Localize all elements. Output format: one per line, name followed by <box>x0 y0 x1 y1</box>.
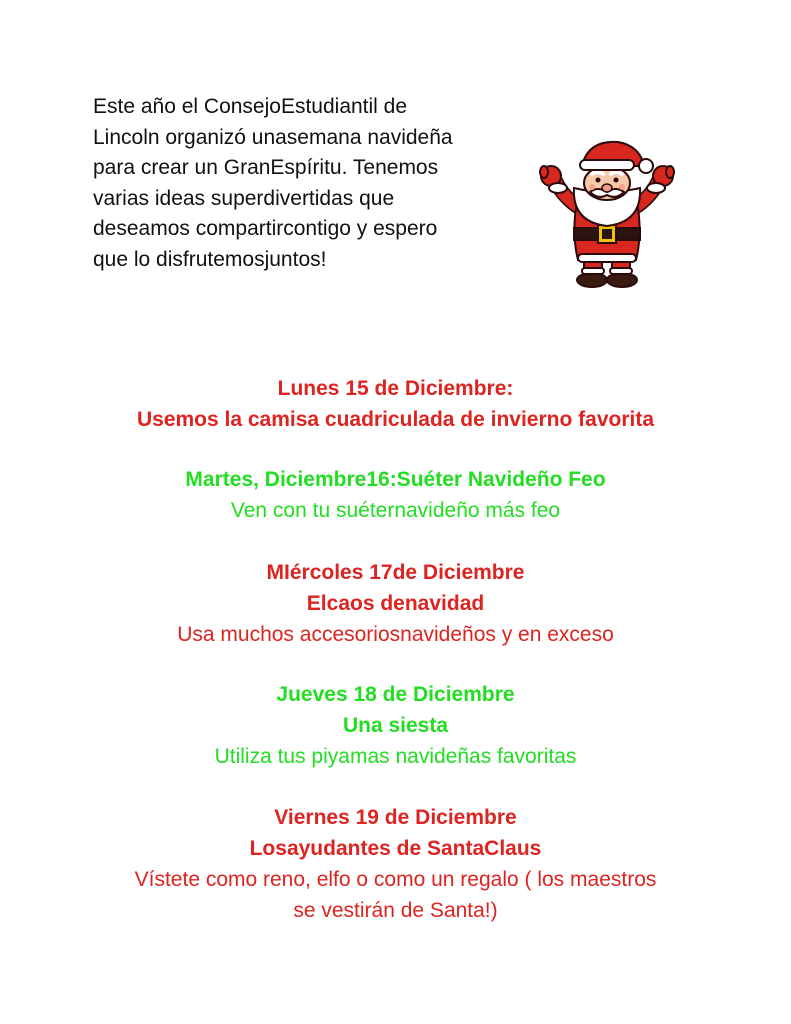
day-theme: Una siesta <box>342 714 449 737</box>
santa-claus-icon <box>536 136 678 290</box>
day-monday <box>0 373 791 435</box>
day-friday <box>0 802 791 926</box>
intro-line: Este año el ConsejoEstudiantil de <box>93 95 408 118</box>
intro-paragraph <box>93 92 513 276</box>
day-thursday <box>0 679 791 772</box>
day-theme: Usemos la camisa cuadriculada de invierno favorita <box>136 408 655 431</box>
day-title: Viernes 19 de Diciembre <box>274 806 517 829</box>
day-tuesday <box>0 464 791 526</box>
day-title: Jueves 18 de Diciembre <box>276 683 515 706</box>
day-description: Vístete como reno, elfo o como un regalo ( los maestros <box>134 868 657 891</box>
intro-line: para crear un GranEspíritu. Tenemos <box>93 156 439 180</box>
day-theme: Losayudantes de SantaClaus <box>249 837 542 860</box>
day-theme: Elcaos denavidad <box>306 592 485 615</box>
day-title: Lunes 15 de Diciembre: <box>277 377 514 400</box>
day-title: Martes, Diciembre16:Suéter Navideño Feo <box>185 468 606 491</box>
day-description: se vestirán de Santa!) <box>293 899 498 922</box>
day-description: Ven con tu suéternavideño más feo <box>230 499 561 522</box>
day-title: MIércoles 17de Diciembre <box>266 561 525 584</box>
intro-line: que lo disfrutemosjuntos! <box>93 247 327 271</box>
intro-line: deseamos compartircontigo y espero <box>93 217 438 241</box>
intro-line: Lincoln organizó unasemana navideña <box>93 125 453 149</box>
day-description: Utiliza tus piyamas navideñas favoritas <box>214 745 577 768</box>
day-description: Usa muchos accesoriosnavideños y en exceso <box>177 623 614 646</box>
day-wednesday <box>0 557 791 650</box>
intro-line: varias ideas superdivertidas que <box>93 186 395 210</box>
